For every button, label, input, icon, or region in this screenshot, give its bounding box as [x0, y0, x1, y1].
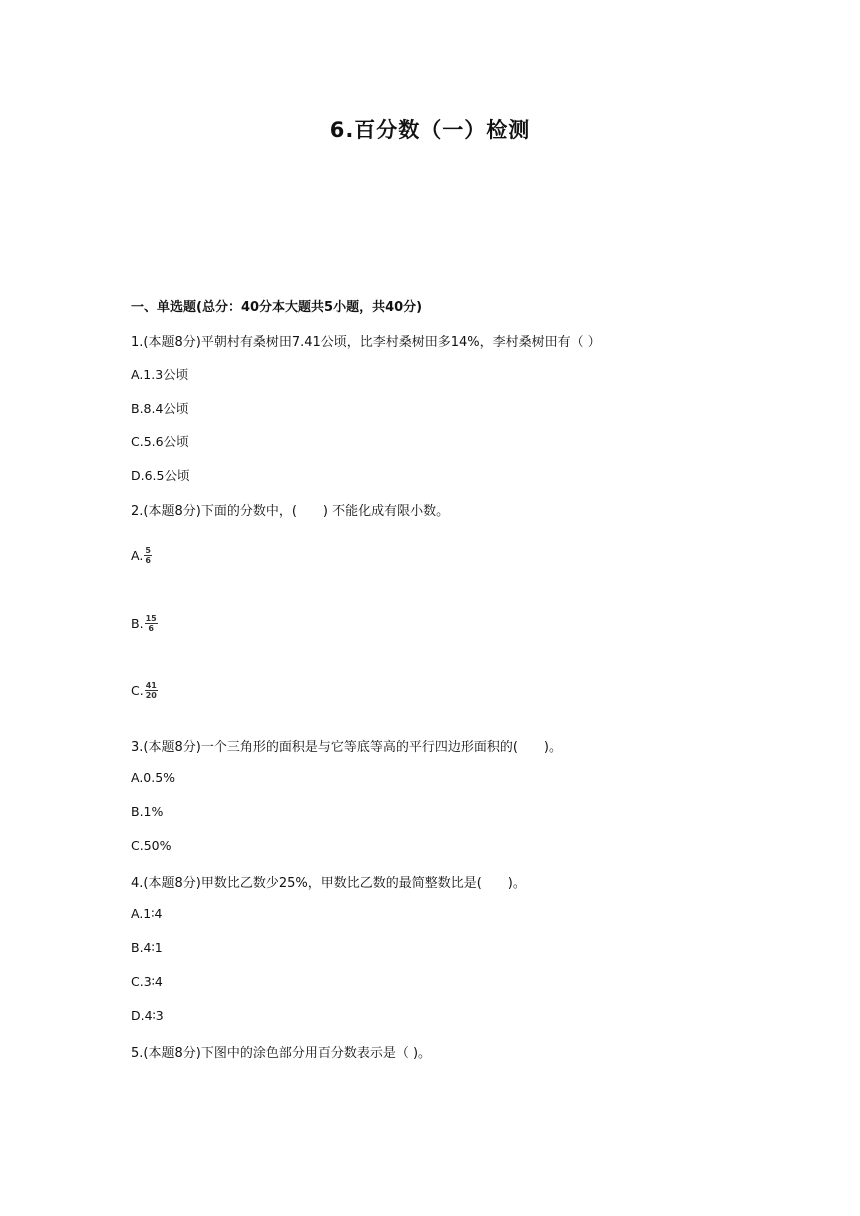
question-4-option-d[interactable]: D.4∶3	[131, 1008, 164, 1023]
question-4-option-a[interactable]: A.1∶4	[131, 906, 163, 921]
question-2-option-b[interactable]	[131, 614, 158, 633]
question-4-option-c[interactable]: C.3∶4	[131, 974, 163, 989]
question-3-option-b[interactable]: B.1%	[131, 804, 164, 819]
fraction	[144, 546, 152, 565]
question-1-option-c[interactable]: C.5.6公顷	[131, 434, 189, 449]
question-4-stem: 4.(本题8分)甲数比乙数少25%，甲数比乙数的最简整数比是( )。	[131, 876, 526, 891]
page-title: 6.百分数（一）检测	[329, 118, 531, 142]
fraction-numerator: 41	[145, 681, 157, 690]
question-1-option-d[interactable]: D.6.5公顷	[131, 468, 190, 483]
question-4-option-b[interactable]: B.4∶1	[131, 940, 163, 955]
fraction-denominator: 6	[145, 556, 151, 565]
fraction-denominator: 20	[145, 691, 157, 700]
question-3-option-c[interactable]: C.50%	[131, 838, 172, 853]
question-2-stem: 2.(本题8分)下面的分数中，( ) 不能化成有限小数。	[131, 504, 450, 519]
question-1-option-b[interactable]: B.8.4公顷	[131, 401, 189, 416]
section-header: 一、单选题(总分：40分本大题共5小题，共40分)	[131, 300, 423, 315]
option-letter: A.	[131, 548, 144, 563]
question-1-option-a[interactable]: A.1.3公顷	[131, 367, 189, 382]
fraction	[145, 681, 158, 700]
question-1-stem: 1.(本题8分)平朝村有桑树田7.41公顷，比李村桑树田多14%，李村桑树田有（ ）	[131, 335, 601, 350]
fraction-numerator: 15	[145, 614, 157, 623]
fraction	[145, 614, 158, 633]
question-5-stem: 5.(本题8分)下图中的涂色部分用百分数表示是（ )。	[131, 1046, 432, 1061]
question-2-option-c[interactable]	[131, 681, 158, 700]
fraction-numerator: 5	[145, 546, 151, 555]
fraction-denominator: 6	[148, 624, 154, 633]
question-3-stem: 3.(本题8分)一个三角形的面积是与它等底等高的平行四边形面积的( )。	[131, 740, 562, 755]
option-letter: C.	[131, 683, 144, 698]
question-2-option-a[interactable]	[131, 546, 152, 565]
option-letter: B.	[131, 616, 144, 631]
question-3-option-a[interactable]: A.0.5%	[131, 770, 176, 785]
